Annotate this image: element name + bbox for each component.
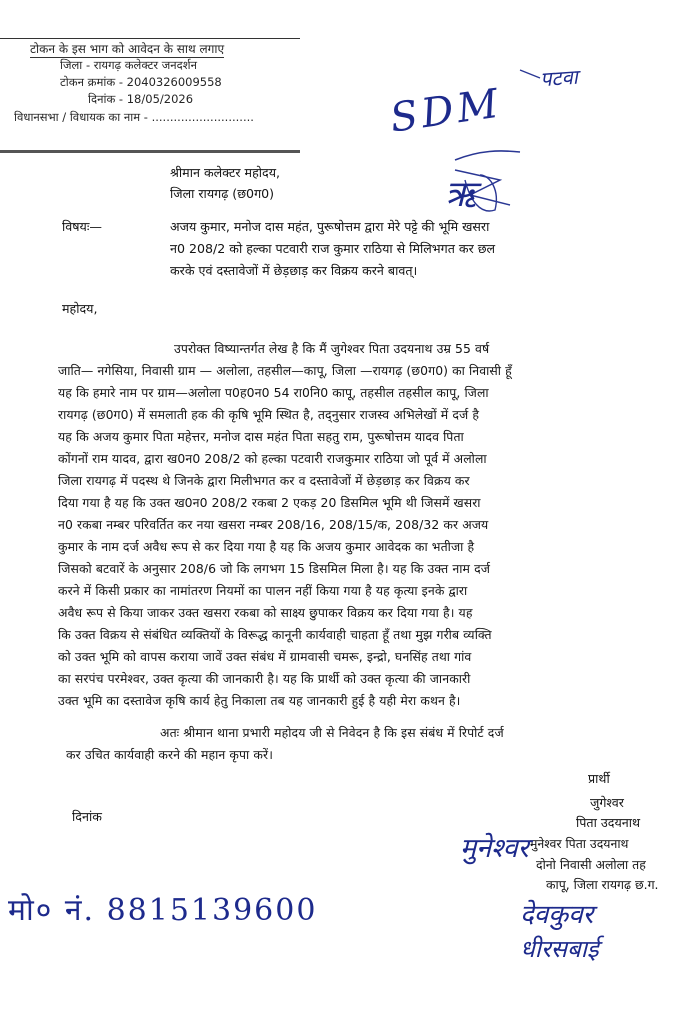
- signature-dhirasbai: धीरसबाई: [520, 935, 599, 963]
- signature-devkunwar: देवकुवर: [520, 900, 594, 930]
- body-line: जाति— नगेसिया, निवासी ग्राम — अलोला, तहसील—कापू, जिला —रायगढ़ (छ0ग0) का निवासी हूँ: [58, 363, 512, 378]
- subject-line1: अजय कुमार, मनोज दास महंत, पुरूषोत्तम द्वारा मेरे पट्टे की भूमि खसरा: [170, 219, 490, 234]
- sdm-annotation: SDM: [387, 80, 506, 142]
- applicant-label: प्रार्थी: [588, 771, 610, 786]
- request-line: कर उचित कार्यवाही करने की महान कृपा करें।: [66, 747, 273, 762]
- body-line: कि उक्त विक्रय से संबंधित व्यक्तियों के विरूद्ध कानूनी कार्यवाही चाहता हूँ तथा मुझ गरीब व्यक्ति: [58, 627, 492, 642]
- stamp-token-number: टोकन क्रमांक - 2040326009558: [60, 75, 222, 89]
- body-line: यह कि हमारे नाम पर ग्राम—अलोला प0ह0न0 54 रा0नि0 कापू, तहसील तहसील कापू, जिला: [58, 385, 489, 400]
- date-label: दिनांक: [72, 809, 102, 824]
- annotation-note: पटवा: [539, 64, 579, 92]
- subject-line2: न0 208/2 को हल्का पटवारी राज कुमार राठिया से मिलिभगत कर छल: [170, 241, 496, 256]
- sdm-annotation-ink: [0, 0, 694, 240]
- body-line: करने में किसी प्रकार का नामांतरण नियमों का पालन नहीं किया गया है यह कृत्या इनके द्वारा: [58, 583, 468, 598]
- addressee-line1: श्रीमान कलेक्टर महोदय,: [170, 165, 281, 180]
- subject-line3: करके एवं दस्तावेजों में छेड़छाड़ कर विक्रय करने बावत्।: [170, 263, 418, 278]
- stamp-mla: विधानसभा / विधायक का नाम - ............................: [14, 110, 254, 124]
- subject-label: विषयः—: [62, 219, 102, 234]
- applicant-name1: जुगेश्वर: [590, 795, 624, 810]
- body-line: न0 रकबा नम्बर परिवर्तित कर नया खसरा नम्बर 208/16, 208/15/क, 208/32 कर अजय: [58, 517, 489, 532]
- applicant-name2: मुनेश्वर पिता उदयनाथ: [530, 836, 629, 851]
- body-line: कुमार के नाम दर्ज अवैध रूप से कर दिया गया है यह कि अजय कुमार आवेदक का भतीजा है: [58, 539, 475, 554]
- applicant-district: कापू, जिला रायगढ़ छ.ग.: [546, 877, 659, 892]
- body-line: जिला रायगढ़ में पदस्थ थे जिनके द्वारा मिलीभगत कर व दस्तावेजों में छेड़छाड़ कर विक्रय कर: [58, 473, 470, 488]
- applicant-residence: दोनो निवासी अलोला तह: [536, 857, 646, 872]
- annotation-initial: ऋ: [445, 174, 476, 215]
- body-line: जिसको बटवारें के अनुसार 208/6 जो कि लगभग 15 डिसमिल मिला है। यह कि उक्त नाम दर्ज: [58, 561, 491, 576]
- body-line: यह कि अजय कुमार पिता महेत्तर, मनोज दास महंत पिता सहतु राम, पुरूषोत्तम यादव पिता: [58, 429, 464, 444]
- applicant-father1: पिता उदयनाथ: [576, 815, 641, 830]
- handwritten-phone-number: मो० नं. 8815139600: [8, 893, 318, 928]
- stamp-date: दिनांक - 18/05/2026: [88, 92, 194, 106]
- body-line: दिया गया है यह कि उक्त ख0न0 208/2 रकबा 2 एकड़ 20 डिसमिल भूमि थी जिसमें खसरा: [58, 495, 481, 510]
- body-line: कोंगनों राम यादव, द्वारा ख0न0 208/2 को हल्का पटवारी राजकुमार राठिया जो पूर्व में अलोला: [58, 451, 487, 466]
- stamp-header: टोकन के इस भाग को आवेदन के साथ लगाए: [30, 42, 225, 56]
- stamp-district: जिला - रायगढ़ कलेक्टर जनदर्शन: [60, 58, 197, 72]
- signature-muneshwar: मुनेश्वर: [460, 833, 529, 864]
- body-line: अवैध रूप से किया जाकर उक्त खसरा रकबा को साक्ष्य छुपाकर विक्रय कर दिया गया है। यह: [58, 605, 473, 620]
- body-line: उपरोक्त विष्यान्तर्गत लेख है कि मैं जुगेश्वर पिता उदयनाथ उम्र 55 वर्ष: [174, 341, 490, 356]
- addressee-line2: जिला रायगढ़ (छ0ग0): [170, 186, 275, 201]
- body-line: रायगढ़ (छ0ग0) में समलाती हक की कृषि भूमि स्थित है, तद्नुसार राजस्व अभिलेखों में दर्ज है: [58, 407, 480, 422]
- body-line: उक्त भूमि का दस्तावेज कृषि कार्य हेतु निकाला तब यह जानकारी हुई है यही मेरा कथन है।: [58, 693, 461, 708]
- request-line: अतः श्रीमान थाना प्रभारी महोदय जी से निवेदन है कि इस संबंध में रिपोर्ट दर्ज: [160, 725, 504, 740]
- body-line: को उक्त भूमि को वापस कराया जावें उक्त संबंध में ग्रामवासी चमरू, इन्द्रो, घनसिंह तथा गांव: [58, 649, 472, 664]
- salutation: महोदय,: [62, 301, 98, 316]
- body-line: का सरपंच परमेश्वर, उक्त कृत्या की जानकारी है। यह कि प्रार्थी को उक्त कृत्या की जानकारी: [58, 671, 471, 686]
